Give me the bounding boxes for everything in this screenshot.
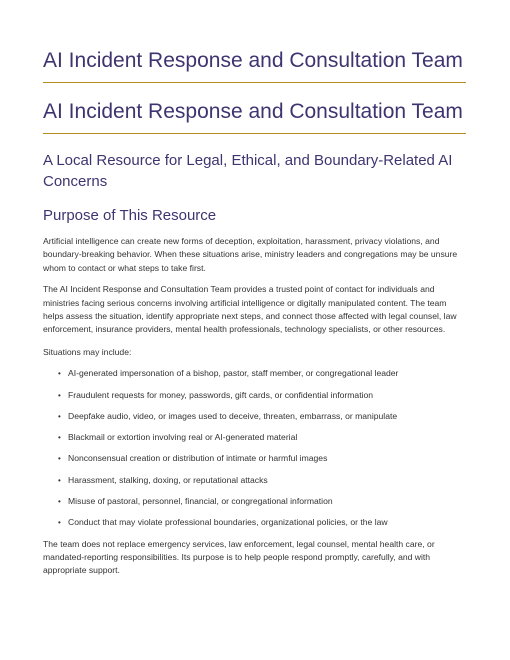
- document-title: AI Incident Response and Consultation Team: [43, 100, 463, 123]
- section-heading-purpose: Purpose of This Resource: [43, 207, 217, 224]
- list-item-text: Nonconsensual creation or distribution of intimate or harmful images: [68, 453, 328, 464]
- list-item-text: Blackmail or extortion involving real or AI-generated material: [68, 432, 298, 443]
- closing-paragraph: The team does not replace emergency services, law enforcement, legal counsel, mental health care, or mandated-reporting responsibilities. Its purpose is to help people respond promptly, carefully, and with appropriate support.: [43, 538, 435, 576]
- bullet-icon: •: [58, 454, 61, 464]
- page-title: AI Incident Response and Consultation Team: [43, 49, 463, 72]
- list-item: [58, 516, 466, 529]
- list-item: [58, 389, 466, 402]
- bullet-icon: •: [58, 411, 61, 421]
- team-paragraph: The AI Incident Response and Consultation Team provides a trusted point of contact for individuals and ministries facing serious concerns involving artificial intelligence or digitally manipulated content. The team helps assess the situation, identify appropriate next steps, and connect those affected with legal counsel, law enforcement, insurance providers, mental health professionals, technology specialists, or other resources.: [43, 284, 457, 335]
- list-item-text: Misuse of pastoral, personnel, financial, or congregational information: [68, 496, 333, 507]
- list-item-text: Harassment, stalking, doxing, or reputational attacks: [68, 474, 268, 485]
- bullet-icon: •: [58, 369, 61, 379]
- intro-paragraph: Artificial intelligence can create new forms of deception, exploitation, harassment, privacy violations, and boundary-breaking behavior. When these situations arise, ministry leaders and congregations may be unsure whom to contact or what steps to take first.: [43, 236, 458, 273]
- list-item: [58, 367, 466, 380]
- situations-list: [43, 367, 466, 529]
- bullet-icon: •: [58, 390, 61, 400]
- bullet-icon: •: [58, 475, 61, 485]
- list-item-text: AI-generated impersonation of a bishop, pastor, staff member, or congregational leader: [68, 368, 399, 379]
- list-item: [58, 452, 466, 465]
- bullet-icon: •: [58, 518, 61, 528]
- bullet-icon: •: [58, 433, 61, 443]
- document-subtitle: A Local Resource for Legal, Ethical, and Boundary-Related AI Concerns: [43, 152, 453, 190]
- list-item: [58, 431, 466, 444]
- title-divider-secondary: [43, 133, 466, 134]
- list-item: [58, 474, 466, 487]
- list-item-text: Deepfake audio, video, or images used to deceive, threaten, embarrass, or manipulate: [68, 410, 398, 421]
- list-item-text: Conduct that may violate professional boundaries, organizational policies, or the law: [68, 517, 388, 528]
- list-item-text: Fraudulent requests for money, passwords, gift cards, or confidential information: [68, 389, 374, 400]
- list-item: [58, 495, 466, 508]
- bullet-icon: •: [58, 497, 61, 507]
- list-item: [58, 410, 466, 423]
- situations-intro: Situations may include:: [43, 346, 132, 357]
